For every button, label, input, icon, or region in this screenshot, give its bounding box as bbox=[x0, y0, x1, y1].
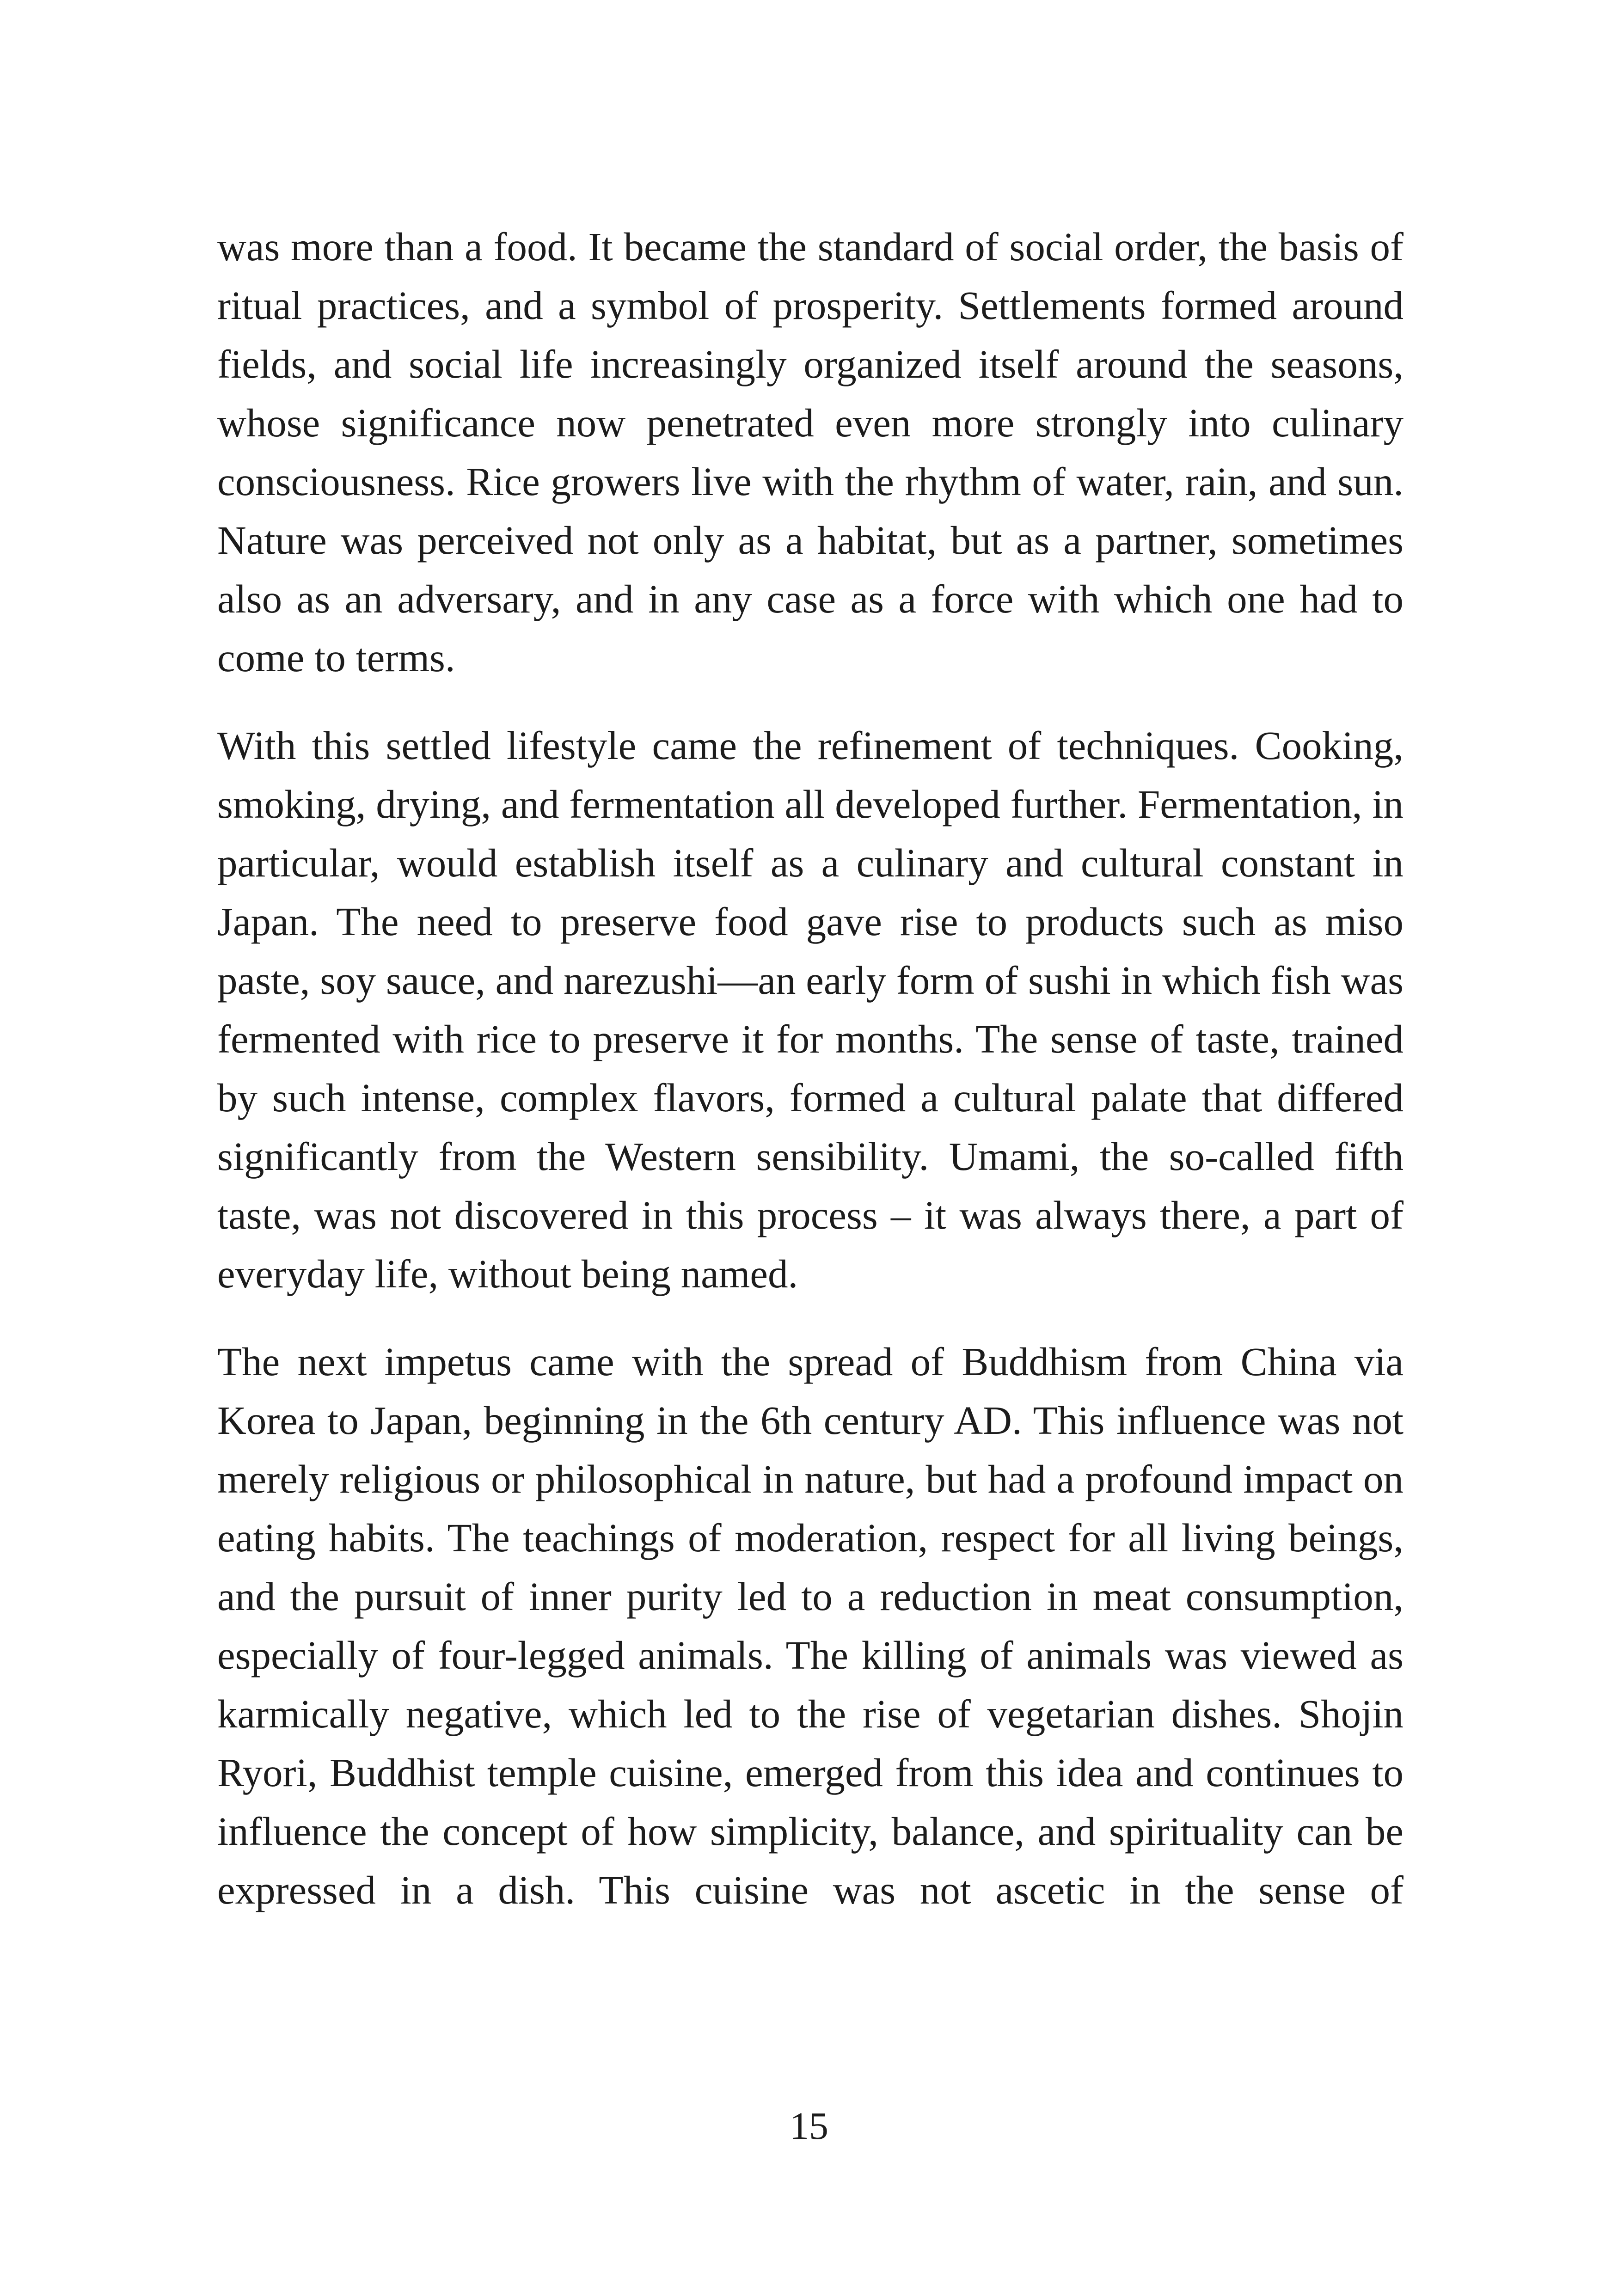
paragraph-2: With this settled lifestyle came the refinement of techniques. Cooking, smoking, drying, and fermentation all developed further. Fermentation, in particular, would establish itself as a culinary and cultural constant in Japan. The need to preserve food gave rise to products such as miso paste, soy sauce, and narezushi—an early form of sushi in which fish was fermented with rice to preserve it for months. The sense of taste, trained by such intense, complex flavors, formed a cultural palate that differed significantly from the Western sensibility. Umami, the so-called fifth taste, was not discovered in this process – it was always there, a part of everyday life, without being named. bbox=[217, 723, 1403, 1296]
page-number: 15 bbox=[790, 2105, 828, 2148]
paragraph-3: The next impetus came with the spread of Buddhism from China via Korea to Japan, beginning in the 6th century AD. This influence was not merely religious or philosophical in nature, but had a profound impact on eating habits. The teachings of moderation, respect for all living beings, and the pursuit of inner purity led to a reduction in meat consumption, especially of four-legged animals. The killing of animals was viewed as karmically negative, which led to the rise of vegetarian dishes. Shojin Ryori, Buddhist temple cuisine, emerged from this idea and continues to influence the concept of how simplicity, balance, and spirituality can be expressed in a dish. This cuisine was not ascetic in the sense of bbox=[217, 1339, 1403, 1912]
paragraph-1: was more than a food. It became the standard of social order, the basis of ritual practices, and a symbol of prosperity. Settlements formed around fields, and social life increasingly organized itself around the seasons, whose significance now penetrated even more strongly into culinary consciousness. Rice growers live with the rhythm of water, rain, and sun. Nature was perceived not only as a habitat, but as a partner, sometimes also as an adversary, and in any case as a force with which one had to come to terms. bbox=[217, 224, 1403, 680]
body-text bbox=[217, 217, 1403, 1919]
